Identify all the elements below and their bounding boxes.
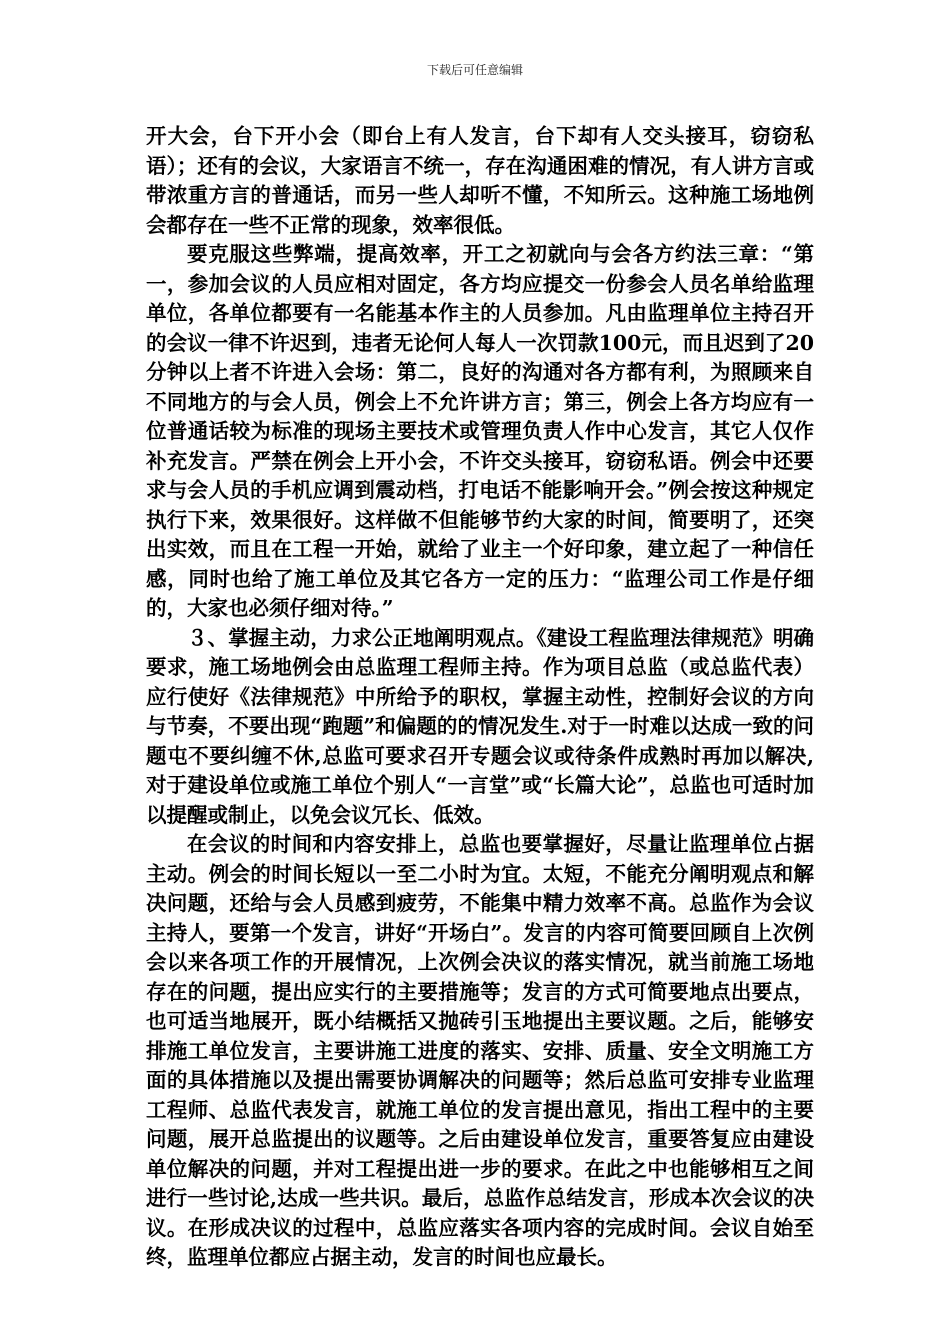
paragraph-4: 在会议的时间和内容安排上，总监也要掌握好，尽量让监理单位占据主动。例会的时间长短以一至二小时为宜。太短，不能充分阐明观点和解决问题，还给与会人员感到疲劳，不能集中精力效率不高。总监作为会议主持人，要第一个发言，讲好“开场白”。发言的内容可简要回顾自上次例会以来各项工作的开展情况，上次例会决议的落实情况，就当前施工场地存在的问题，提出应实行的主要措施等；发言的方式可简要地点出要点，也可适当地展开，既小结概括又抛砖引玉地提出主要议题。之后，能够安排施工单位发言，主要讲施工进度的落实、安排、质量、安全文明施工方面的具体措施以及提出需要协调解决的问题等；然后总监可安排专业监理工程师、总监代表发言，就施工单位的发言提出意见，指出工程中的主要问题，展开总监提出的议题等。之后由建设单位发言，重要答复应由建设单位解决的问题，并对工程提出进一步的要求。在此之中也能够相互之间进行一些讨论,达成一些共识。最后，总监作总结发言，形成本次会议的决议。在形成决议的过程中，总监应落实各项内容的完成时间。会议自始至终，监理单位都应占据主动，发言的时间也应最长。 (146, 832, 814, 1269)
document-body (146, 122, 814, 1273)
paragraph-1: 开大会，台下开小会（即台上有人发言，台下却有人交头接耳，窃窃私语）；还有的会议，大家语言不统一，存在沟通困难的情况，有人讲方言或带浓重方言的普通话，而另一些人却听不懂，不知所云。这种施工场地例会都存在一些不正常的现象，效率很低。 (146, 124, 814, 237)
paragraph-2: 要克服这些弊端，提高效率，开工之初就向与会各方约法三章：“第一，参加会议的人员应相对固定，各方均应提交一份参会人员名单给监理单位，各单位都要有一名能基本作主的人员参加。凡由监理单位主持召开的会议一律不许迟到，违者无论何人每人一次罚款100元，而且迟到了20分钟以上者不许进入会场：第二，良好的沟通对各方都有利，为照顾来自不同地方的与会人员，例会上不允许讲方言；第三，例会上各方均应有一位普通话较为标准的现场主要技术或管理负责人作中心发言，其它人仅作补充发言。严禁在例会上开小会，不许交头接耳，窃窃私语。例会中还要求与会人员的手机应调到震动档，打电话不能影响开会。”例会按这种规定执行下来，效果很好。这样做不但能够节约大家的时间，简要明了，还突出实效，而且在工程一开始，就给了业主一个好印象，建立起了一种信任感，同时也给了施工单位及其它各方一定的压力：“监理公司工作是仔细的，大家也必须仔细对待。” (146, 242, 814, 620)
page-header: 下载后可任意编辑 (426, 63, 523, 77)
paragraph-3: ３、掌握主动，力求公正地阐明观点。《建设工程监理法律规范》明确要求，施工场地例会由总监理工程师主持。作为项目总监（或总监代表）应行使好《法律规范》中所给予的职权，掌握主动性，控制好会议的方向与节奏，不要出现“跑题”和偏题的的情况发生.对于一时难以达成一致的问题屯不要纠缠不休,总监可要求召开专题会议或待条件成熟时再加以解决,对于建设单位或施工单位个别人“一言堂”或“长篇大论”，总监也可适时加以提醒或制止，以免会议冗长、低效。 (146, 625, 814, 827)
